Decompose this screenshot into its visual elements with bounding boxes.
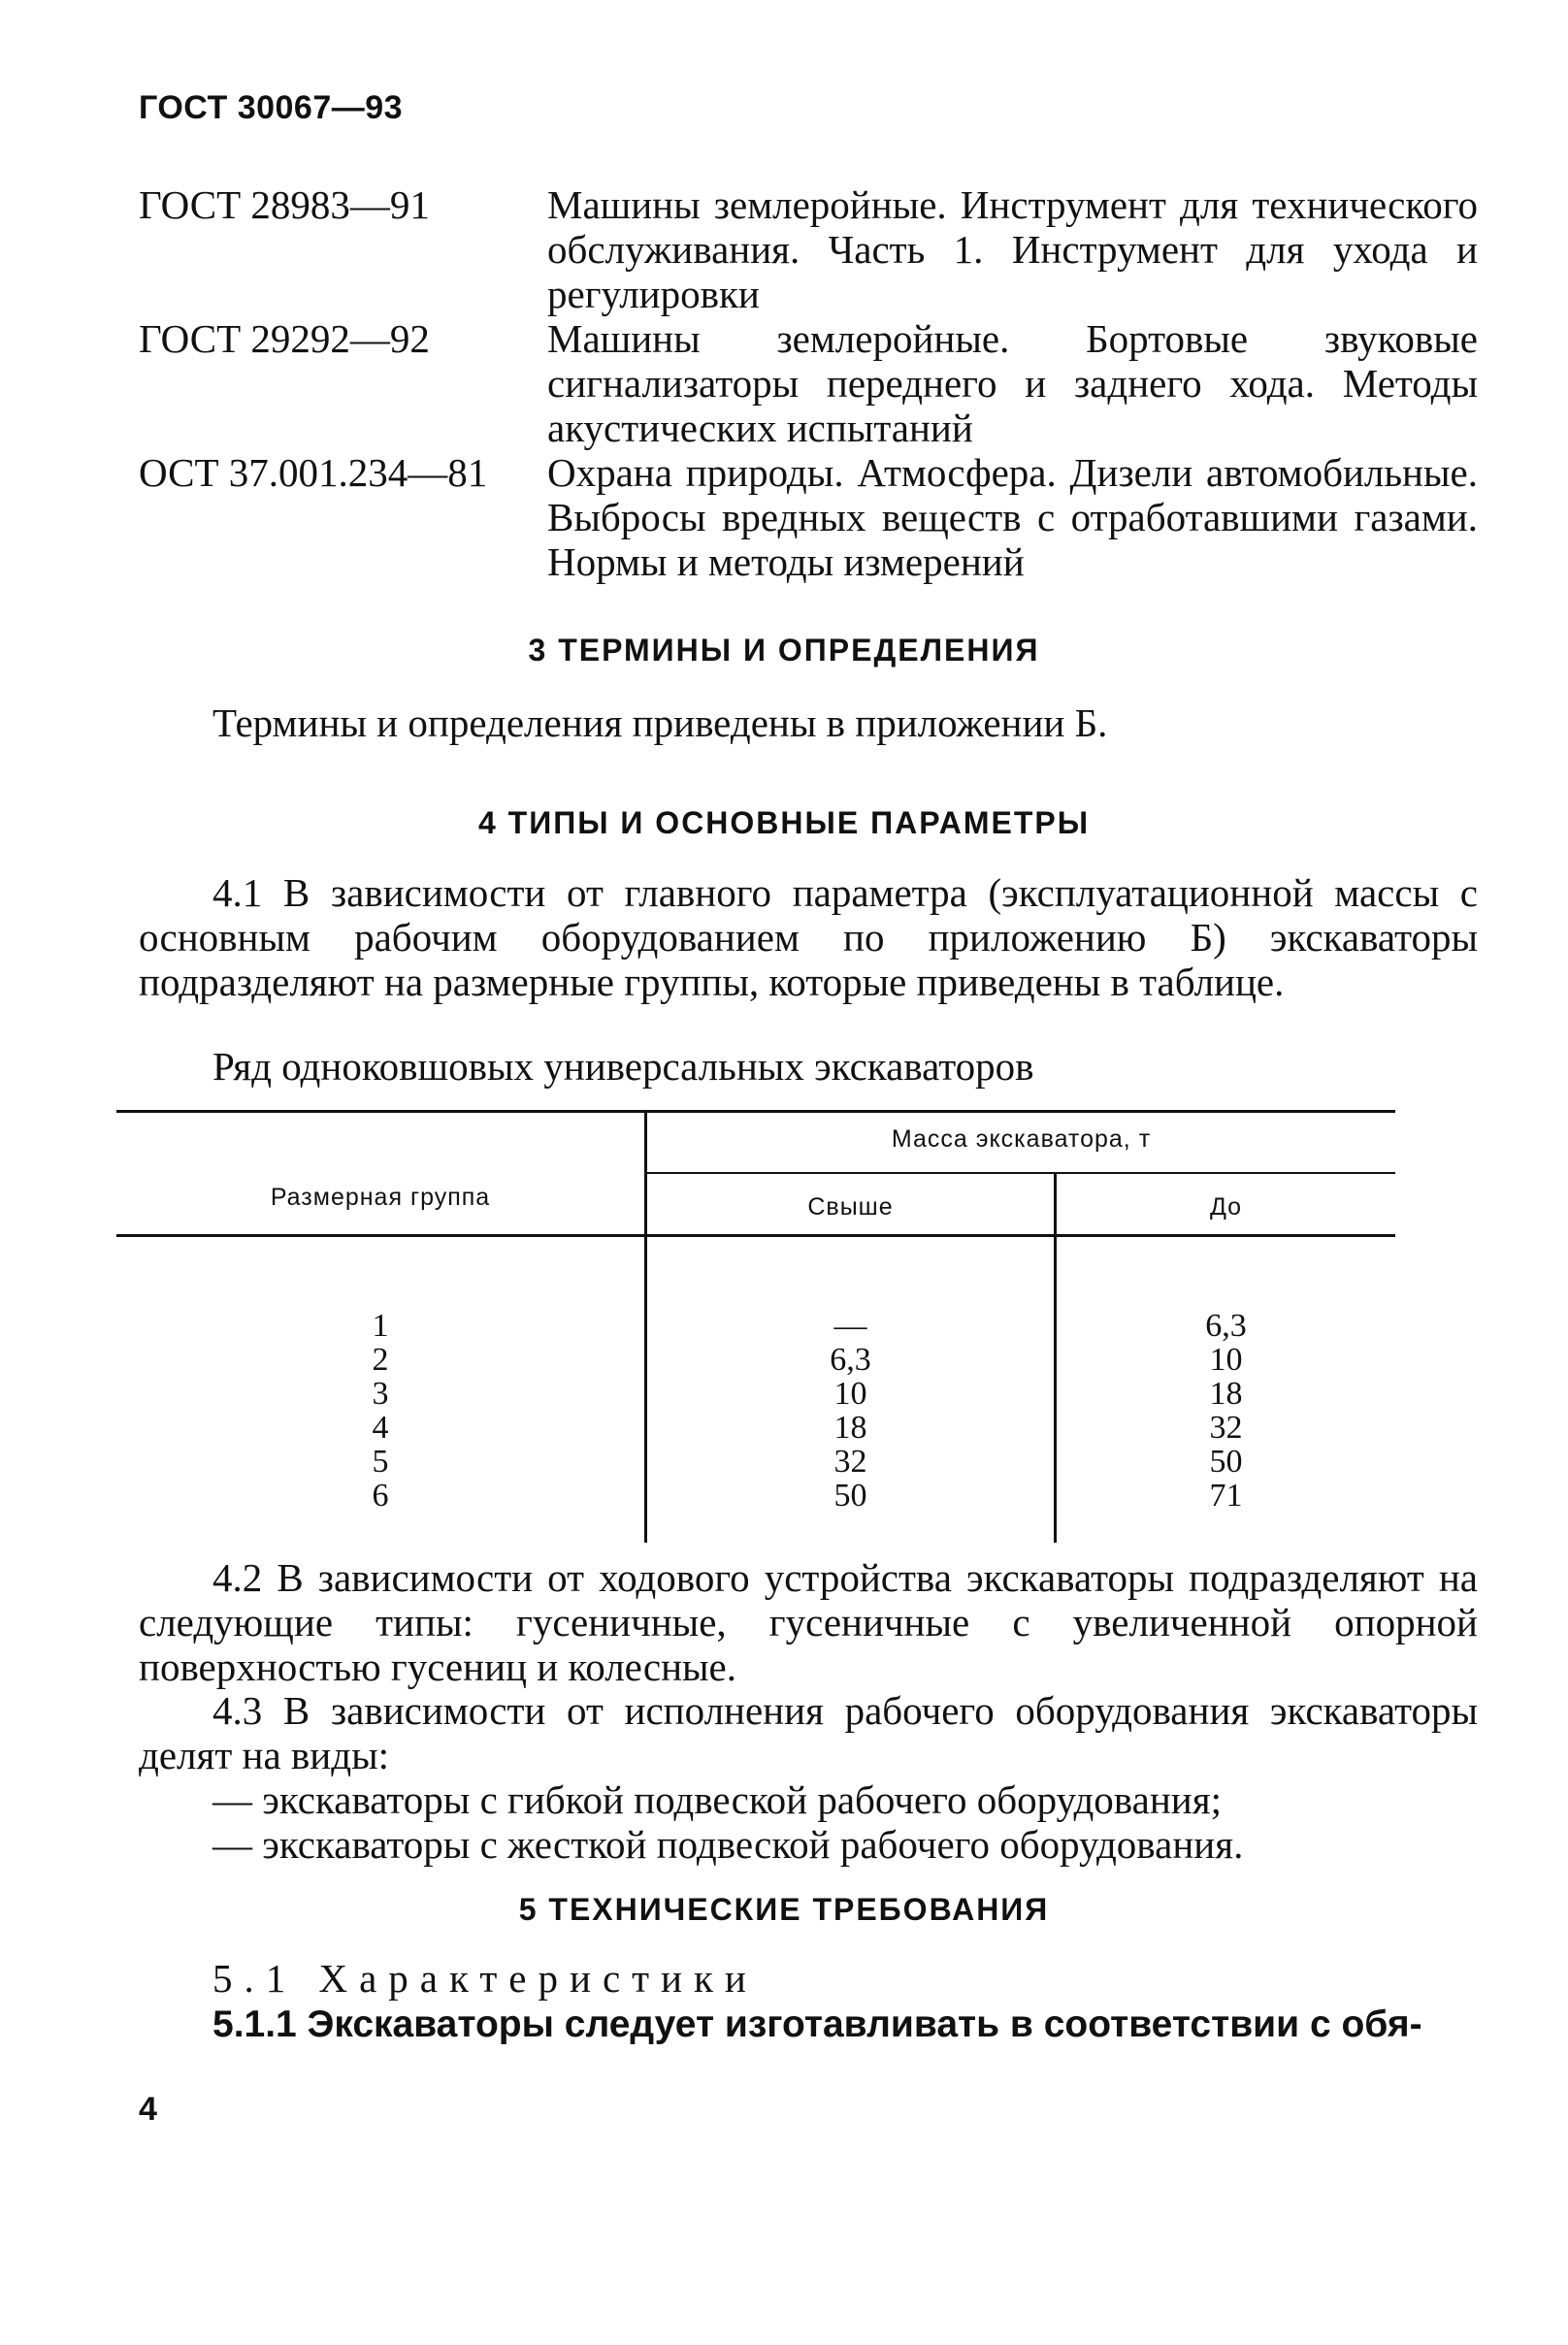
table-cell: 6,3 <box>830 1342 871 1378</box>
reference-code: ГОСТ 29292—92 <box>139 316 430 361</box>
page-number: 4 <box>139 2091 157 2128</box>
document-code: ГОСТ 30067—93 <box>139 89 404 126</box>
column-header-mass: Масса экскаватора, т <box>891 1125 1152 1153</box>
table-cell: 18 <box>833 1410 867 1446</box>
table-cell: 32 <box>1209 1410 1243 1446</box>
reference-item <box>139 450 1478 584</box>
reference-description: Машины землеройные. Инструмент для технического обслуживания. Часть 1. Инструмент для ухода и регулировки <box>547 182 1478 316</box>
column-header-group: Размерная группа <box>270 1184 491 1211</box>
above-column <box>647 1309 1054 1513</box>
column-header-above: Свыше <box>807 1193 894 1221</box>
table-cell: 4 <box>372 1410 389 1446</box>
reference-item <box>139 182 1478 316</box>
paragraph-4-3: 4.3 В зависимости от исполнения рабочего оборудования экскаваторы делят на виды: <box>139 1688 1478 1777</box>
table-cell: 5 <box>372 1444 389 1480</box>
reference-description: Машины землеройные. Бортовые звуковые сигнализаторы переднего и заднего хода. Методы акустических испытаний <box>547 316 1478 450</box>
table-cell: 10 <box>1209 1342 1243 1378</box>
reference-code: ОСТ 37.001.234—81 <box>139 450 488 495</box>
group-column <box>116 1309 644 1513</box>
section-3-text: Термины и определения приведены в приложении Б. <box>212 700 1108 745</box>
section-3-title: 3 ТЕРМИНЫ И ОПРЕДЕЛЕНИЯ <box>528 633 1040 668</box>
table-cell: 71 <box>1209 1478 1243 1514</box>
column-header-to: До <box>1209 1193 1243 1221</box>
to-column <box>1057 1309 1395 1513</box>
table-cell: 6 <box>372 1478 389 1514</box>
table-cell: 50 <box>833 1478 867 1514</box>
section-5-title: 5 ТЕХНИЧЕСКИЕ ТРЕБОВАНИЯ <box>518 1892 1050 1927</box>
section-4-title: 4 ТИПЫ И ОСНОВНЫЕ ПАРАМЕТРЫ <box>477 805 1091 840</box>
table-header-rule <box>116 1234 1395 1237</box>
reference-code: ГОСТ 28983—91 <box>139 182 430 227</box>
references-list <box>139 182 1478 584</box>
bullet-item: — экскаваторы с гибкой подвеской рабочего оборудования; <box>212 1777 1222 1822</box>
table-cell: 3 <box>372 1376 389 1412</box>
table-cell: 32 <box>833 1444 867 1480</box>
table-cell: 2 <box>372 1342 389 1378</box>
table-cell: 10 <box>833 1376 867 1412</box>
paragraph-4-2: 4.2 В зависимости от ходового устройства экскаваторы подразделяют на следующие типы: гусеничные, гусеничные с увеличенной опорной поверхностью гусениц и колесные. <box>139 1555 1478 1689</box>
subsection-5-1: 5.1 Характеристики <box>212 1956 758 2001</box>
table-title: Ряд одноковшовых универсальных экскаваторов <box>212 1044 1034 1089</box>
bullet-item: — экскаваторы с жесткой подвеской рабочего оборудования. <box>212 1822 1244 1867</box>
paragraph-5-1-1: 5.1.1 Экскаваторы следует изготавливать в соответствии с обя- <box>212 2003 1422 2045</box>
table-top-rule <box>116 1110 1395 1113</box>
table-mid-rule <box>646 1172 1395 1174</box>
table-cell: 18 <box>1209 1376 1243 1412</box>
table-cell: 6,3 <box>1205 1308 1247 1344</box>
reference-description: Охрана природы. Атмосфера. Дизели автомобильные. Выбросы вредных веществ с отработавшими газами. Нормы и методы измерений <box>547 450 1478 584</box>
paragraph-4-1: 4.1 В зависимости от главного параметра (эксплуатационной массы с основным рабочим оборудованием по приложению Б) экскаваторы подразделяют на размерные группы, которые приведены в таблице. <box>139 870 1478 1004</box>
reference-item <box>139 316 1478 450</box>
table-cell: 1 <box>372 1308 389 1344</box>
excavator-size-table <box>116 1110 1395 1543</box>
table-cell: 50 <box>1209 1444 1243 1480</box>
table-cell: — <box>833 1308 867 1344</box>
